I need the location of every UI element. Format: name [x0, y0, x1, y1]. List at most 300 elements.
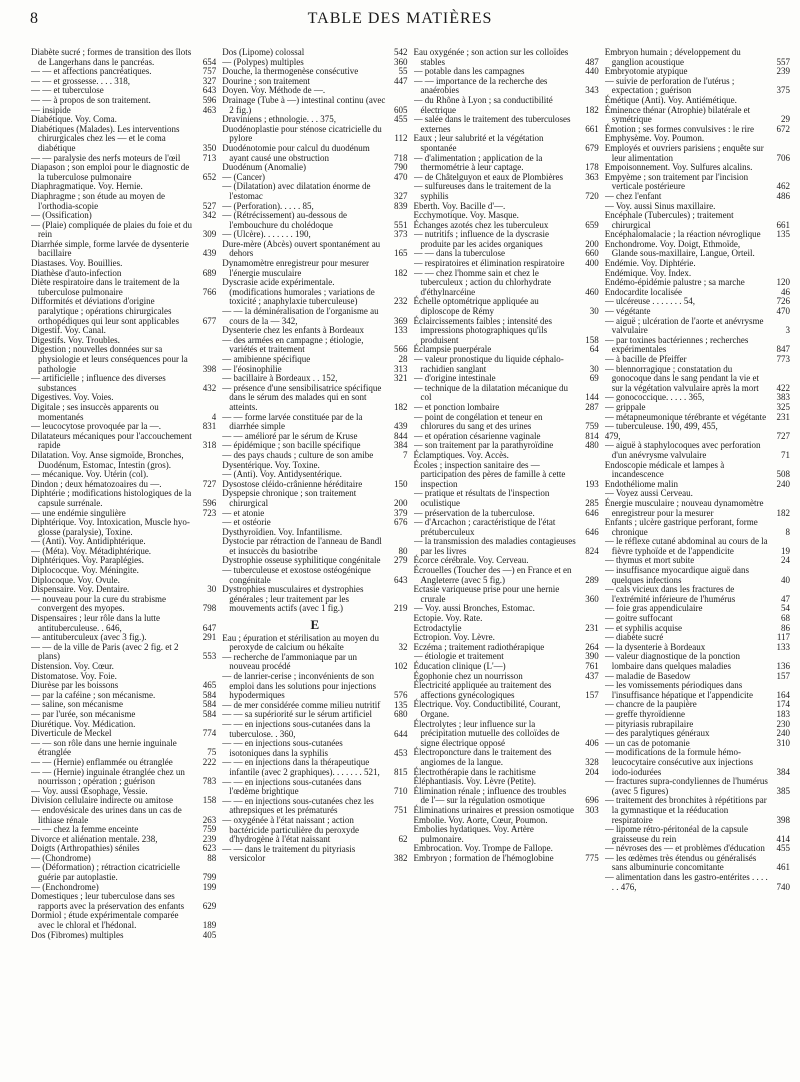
index-entry [414, 681, 599, 700]
entry-text: — névroses des — et problèmes d'éducation [604, 843, 765, 854]
index-entry [414, 700, 599, 719]
entry-text: Éclamptiques. Voy. Accès. [413, 449, 509, 460]
entry-page-number: 439 [202, 248, 217, 259]
entry-page-number: 385 [776, 785, 790, 796]
entry-text: — par la caféine ; son mécanisme. [31, 689, 156, 700]
entry-text: Dystrophies musculaires et dystrophies générales ; leur traitement par les mouvements actifs (avec 1 fig.) [222, 584, 364, 614]
entry-text: Endémo-épidémie palustre ; sa marche [604, 277, 745, 288]
entry-page-number: 135 [776, 229, 790, 240]
index-entry [31, 863, 216, 882]
entry-text: — grippale [604, 401, 646, 412]
entry-text: Employés et ouvriers parisiens ; enquête sur leur alimentation [604, 142, 764, 163]
entry-text: Embolies hydatiques. Voy. Artère pulmonaire. [413, 824, 534, 844]
entry-page-number: 761 [585, 661, 599, 671]
entry-text: — (Anti). Voy. Antidysentérique. [222, 469, 342, 480]
entry-text: Diurétique. Voy. Médication. [31, 718, 136, 729]
entry-text: — métapneumonique térébrante et végétante [604, 411, 767, 422]
index-entry [222, 797, 407, 816]
entry-text: — un cas de potomanie [604, 737, 690, 748]
entry-text: — Voy. aussi Sinus maxillaire. [604, 200, 716, 211]
index-entry [605, 825, 790, 844]
entry-page-number: 527 [202, 200, 217, 211]
entry-page-number: 726 [776, 296, 790, 307]
entry-text: Distension. Voy. Cœur. [31, 661, 114, 671]
entry-page-number: 439 [394, 421, 408, 432]
entry-text: Endémie. Voy. Diphtérie. [604, 258, 696, 269]
entry-page-number: 102 [394, 661, 408, 672]
entry-text: Éclaircissements faibles ; intensité des impressions photographiques qu'ils produisent [413, 315, 552, 345]
index-entry [414, 154, 599, 173]
index-entry [414, 787, 599, 806]
entry-page-number: 847 [776, 344, 790, 355]
index-entry [31, 739, 216, 758]
entry-text: Digestives. Voy. Voies. [31, 392, 114, 403]
index-entry [222, 211, 407, 230]
entry-page-number: 440 [585, 66, 599, 77]
entry-page-number: 3 [785, 325, 790, 336]
entry-page-number: 470 [776, 306, 790, 317]
entry-text: Embolie. Voy. Aorte, Cœur, Poumon. [413, 814, 548, 825]
index-entry [222, 720, 407, 739]
entry-text: Dilatation. Voy. Anse sigmoïde, Bronches, Duodénum, Estomac, Intestin (gros). [31, 449, 184, 470]
entry-page-number: 676 [394, 517, 408, 528]
entry-page-number: 291 [202, 632, 217, 643]
entry-text: Diplocoque. Voy. Ovule. [31, 574, 120, 585]
entry-text: Égophonie chez un nourrisson [413, 670, 523, 681]
entry-text: Domestiques ; leur tuberculose dans ses rapports avec la préservation des enfants [31, 891, 185, 911]
entry-page-number: 309 [202, 229, 217, 240]
entry-page-number: 231 [776, 411, 790, 422]
entry-page-number: 783 [202, 776, 217, 787]
entry-text: — alimentation dans les gastro-entérites . . . . . . 476, [604, 872, 768, 892]
entry-text: — maladie de Basedow [604, 670, 691, 681]
index-entry [605, 336, 790, 355]
entry-text: Encéphalomalacie ; la réaction névroglique [604, 229, 761, 240]
entry-text: — les œdèmes très étendus ou généralisés sans albuminurie concomitante [604, 852, 757, 873]
entry-text: Duodénoplastie pour sténose cicatricielle du pylore [222, 123, 382, 144]
entry-text: Électroponcture dans le traitement des angiomes de la langue. [413, 747, 552, 767]
entry-page-number: 460 [585, 286, 599, 297]
entry-text: Diplococque. Voy. Méningite. [31, 565, 139, 576]
index-entry [222, 96, 407, 115]
entry-page-number: 487 [585, 56, 599, 67]
entry-text: Eaux ; leur salubrité et la végétation spontanée [413, 133, 544, 153]
index-column-4 [605, 48, 790, 1078]
entry-page-number: 80 [398, 545, 408, 556]
entry-page-number: 643 [394, 574, 408, 585]
entry-text: — nouveau pour la cure du strabisme convergent des myopes. [31, 593, 166, 614]
entry-page-number: 384 [776, 766, 790, 777]
entry-page-number: 382 [394, 853, 408, 864]
entry-page-number: 62 [398, 834, 408, 845]
entry-text: — — (Hernie) inguinale étranglée chez un nourrisson ; opération ; guérison [31, 766, 185, 787]
entry-page-number: 773 [776, 354, 790, 364]
entry-page-number: 696 [585, 795, 599, 806]
entry-text: Empoisonnement. Voy. Sulfures alcalins. [604, 162, 753, 173]
entry-text: Diarrhée simple, forme larvée de dysenterie bacillaire [31, 238, 189, 259]
entry-text: — chez l'enfant [604, 190, 662, 201]
entry-text: — tuberculeuse. 190, 499, 455, [604, 421, 718, 432]
entry-text: — leucocytose provoquée par la —. [31, 421, 161, 432]
entry-text: — par l'urée, son mécanisme [31, 708, 136, 719]
entry-page-number: 40 [781, 574, 790, 585]
entry-text: Éducation clinique (L'—) [413, 661, 506, 671]
entry-text: Dysostose cléido-crânienne héréditaire [222, 478, 363, 489]
entry-page-number: 398 [776, 814, 790, 825]
entry-page-number: 88 [207, 852, 217, 863]
index-entry [222, 125, 407, 144]
entry-text: — étiologie et traitement [413, 651, 504, 662]
entry-text: — recherche de l'ammoniaque par un nouveau procédé [222, 651, 358, 672]
entry-page-number: 629 [202, 900, 217, 911]
entry-text: Dysentérique. Voy. Toxine. [222, 459, 320, 470]
entry-page-number: 706 [776, 152, 790, 163]
entry-text: Distomatose. Voy. Foie. [31, 670, 117, 681]
entry-page-number: 182 [585, 104, 599, 115]
entry-text: — et ponction lombaire [413, 401, 500, 412]
index-entry [605, 77, 790, 96]
page-title: TABLE DES MATIÈRES [307, 10, 493, 27]
entry-text: — — en injections sous-cutanées dans la tuberculose. . 360, [222, 718, 371, 739]
entry-page-number: 325 [776, 401, 790, 412]
entry-text: — lipome rétro-péritonéal de la capsule graisseuse du rein [604, 824, 748, 844]
index-entry [31, 192, 216, 211]
entry-text: Ectrodactylie [413, 622, 462, 633]
entry-page-number: 30 [207, 584, 217, 595]
entry-page-number: 766 [202, 286, 217, 297]
index-entry [222, 413, 407, 432]
entry-text: Endocardite localisée [604, 286, 682, 297]
entry-page-number: 660 [585, 248, 599, 259]
entry-page-number: 844 [394, 430, 408, 441]
entry-page-number: 774 [202, 728, 217, 739]
entry-text: — ulcéreuse . . . . . . . 54, [604, 296, 695, 307]
index-entry [605, 211, 790, 230]
entry-text: Écorce cérébrale. Voy. Cerveau. [413, 555, 529, 566]
entry-page-number: 183 [776, 708, 790, 719]
entry-page-number: 182 [394, 401, 408, 412]
entry-page-number: 447 [394, 75, 408, 86]
entry-page-number: 69 [589, 373, 599, 384]
entry-text: — insuffisance myocardique aiguë dans quelques infections [604, 565, 750, 585]
entry-text: — diabète sucré [604, 632, 664, 643]
index-entry [414, 413, 599, 432]
index-entry [31, 489, 216, 508]
entry-text: — de lanrier-cerise ; inconvénients de son emploi dans les solutions pour injections hypodermiques [222, 671, 376, 701]
entry-page-number: 68 [781, 613, 790, 624]
entry-text: — et ostéorie [222, 517, 271, 528]
entry-text: — de Châtelguyon et eaux de Plombières [413, 171, 563, 182]
entry-page-number: 508 [776, 469, 790, 480]
entry-page-number: 328 [585, 756, 599, 767]
index-entry [414, 489, 599, 508]
entry-page-number: 327 [202, 75, 217, 86]
entry-text: Électrique. Voy. Conductibilité, Courant, Organe. [413, 699, 561, 719]
entry-text: Enchondrome. Voy. Doigt, Ethmoïde, Glande sous-maxillaire, Langue, Orteil. [604, 238, 755, 259]
entry-page-number: 652 [202, 171, 217, 182]
entry-text: Empyème ; son traitement par l'incision verticale postérieure [604, 171, 749, 192]
entry-text: Endoscopie médicale et lampes à incandescence [604, 459, 725, 480]
index-entry [222, 778, 407, 797]
entry-page-number: 219 [394, 603, 408, 614]
index-entry [605, 422, 790, 432]
entry-text: — saline, son mécanisme [31, 699, 123, 710]
entry-page-number: 553 [202, 651, 217, 662]
entry-text: — point de congélation et teneur en chlorures du sang et des urines [413, 411, 543, 432]
entry-page-number: 661 [585, 123, 599, 134]
index-entry [31, 345, 216, 374]
entry-page-number: 230 [776, 718, 790, 729]
entry-text: — aiguë ; ulcération de l'aorte et anévrysme valvulaire [604, 315, 764, 336]
index-entry [31, 374, 216, 393]
index-entry [31, 432, 216, 451]
entry-text: Endothéliome malin [604, 478, 678, 489]
entry-page-number: 158 [202, 795, 217, 806]
entry-text: Échelle optométrique appliquée au diploscope de Rémy [413, 296, 539, 317]
entry-text: Émotion ; ses formes convulsives : le rire [604, 123, 754, 134]
entry-page-number: 279 [394, 555, 408, 566]
entry-text: — — son rôle dans une hernie inguinale étranglée [31, 737, 177, 758]
entry-page-number: 644 [394, 728, 408, 739]
index-entry [222, 240, 407, 259]
entry-page-number: 757 [202, 66, 217, 77]
entry-page-number: 133 [394, 325, 408, 336]
entry-text: — et syphilis acquise [604, 622, 682, 633]
entry-page-number: 204 [585, 766, 599, 777]
index-entry [31, 518, 216, 537]
entry-page-number: 815 [394, 766, 408, 777]
index-entry [414, 854, 599, 864]
entry-page-number: 584 [202, 689, 217, 700]
index-entry [222, 307, 407, 326]
index-entry [414, 317, 599, 346]
entry-text: — la transmission des maladies contagieuses par les livres [413, 536, 576, 556]
entry-page-number: 646 [585, 507, 599, 518]
entry-page-number: 566 [394, 344, 408, 355]
entry-text: Électrolytes ; leur influence sur la précipitation mutuelle des colloïdes de signe électrique opposé [413, 718, 560, 748]
entry-text: Divorce et aliénation mentale. 238, [31, 833, 158, 844]
entry-text: — valeur pronostique du liquide céphalo-rachidien sanglant [413, 354, 564, 374]
entry-page-number: 189 [202, 920, 217, 931]
index-entry [222, 585, 407, 614]
index-entry [31, 892, 216, 911]
entry-page-number: 584 [202, 708, 217, 719]
index-entry [222, 259, 407, 278]
index-entry [222, 278, 407, 307]
entry-text: Dyscrasie acide expérimentale. (modifications humorales ; variations de toxicité ; anaphylaxie tuberculeuse) [222, 277, 375, 307]
entry-page-number: 584 [202, 699, 217, 710]
index-entry [414, 537, 599, 556]
entry-text: — — forme larvée constituée par de la diarrhée simple [222, 411, 363, 432]
index-entry [31, 806, 216, 825]
entry-page-number: 30 [589, 363, 599, 374]
index-entry [605, 317, 790, 336]
index-entry [605, 441, 790, 460]
entry-page-number: 689 [202, 267, 217, 278]
entry-text: — d'Arcachon ; caractéristique de l'état prétuberculeux [413, 517, 556, 537]
entry-page-number: 313 [394, 363, 408, 374]
index-entry [222, 336, 407, 355]
entry-text: — — en injections sous-cutanées chez les athrepsiques et les prématurés [222, 795, 374, 816]
entry-page-number: 605 [394, 104, 408, 115]
entry-text: — — amélioré par le sérum de Kruse [222, 430, 358, 441]
entry-text: — valeur diagnostique de la ponction lombaire dans quelques maladies [604, 651, 740, 671]
entry-page-number: 178 [585, 162, 599, 173]
entry-page-number: 343 [585, 85, 599, 96]
entry-page-number: 379 [394, 507, 408, 518]
entry-page-number: 406 [585, 737, 599, 748]
entry-page-number: 643 [202, 85, 217, 96]
entry-text: — l'éosinophilie [222, 363, 282, 374]
entry-text: Ectasie variqueuse prise pour une hernie crurale [413, 584, 560, 604]
entry-text: — insipide [31, 104, 71, 115]
entry-text: — et opération césarienne vaginale [413, 430, 541, 441]
entry-text: Diapason ; son emploi pour le diagnostic de la tuberculose pulmonaire [31, 162, 190, 182]
entry-page-number: 390 [585, 651, 599, 662]
entry-page-number: 174 [776, 699, 790, 710]
entry-text: Douche, la thermogenèse consécutive [222, 66, 359, 77]
entry-page-number: 751 [394, 805, 408, 816]
entry-page-number: 144 [585, 392, 599, 403]
entry-page-number: 64 [589, 344, 599, 355]
entry-page-number: 232 [394, 296, 408, 307]
entry-page-number: 677 [202, 315, 217, 326]
index-entry [414, 461, 599, 490]
entry-text: Duodénum (Anomalie) [222, 162, 306, 173]
entry-text: Diastases. Voy. Bouillies. [31, 258, 123, 269]
entry-text: Doyen. Voy. Méthode de —. [222, 85, 326, 96]
entry-page-number: 596 [202, 94, 217, 105]
entry-text: — tuberculeuse et exostose ostéogénique congénitale [222, 565, 371, 585]
entry-page-number: 759 [202, 824, 217, 835]
entry-page-number: 133 [776, 641, 790, 652]
entry-text: Dourine ; son traitement [222, 75, 310, 86]
entry-text: Division cellulaire indirecte ou amitose [31, 795, 173, 806]
entry-page-number: 117 [776, 632, 790, 643]
entry-text: — son traitement par la parathyroïdine [413, 440, 554, 451]
entry-page-number: 158 [585, 334, 599, 345]
entry-page-number: 680 [394, 709, 408, 720]
entry-page-number: 239 [202, 833, 217, 844]
entry-page-number: 576 [394, 690, 408, 701]
entry-text: Éclampsie puerpérale [413, 344, 492, 355]
entry-text: Dure-mère (Abcès) ouvert spontanément au dehors [222, 238, 381, 259]
entry-page-number: 661 [776, 219, 790, 230]
entry-page-number: 24 [781, 555, 790, 566]
entry-page-number: 551 [394, 219, 408, 230]
entry-text: Diète respiratoire dans le traitement de la tuberculose pulmonaire [31, 277, 180, 297]
index-entry [222, 566, 407, 585]
entry-page-number: 135 [394, 699, 408, 710]
entry-page-number: 342 [202, 210, 217, 221]
entry-text: — — en injections sous-cutanées dans l'œdème brightique [222, 776, 362, 797]
entry-text: Eberth. Voy. Bacille d'—. [413, 200, 506, 211]
index-entry [31, 595, 216, 614]
index-entry [605, 173, 790, 192]
entry-text: — blennorragique ; constatation du gonocoque dans le sang pendant la vie et sur la végétation valvulaire après la mort [604, 363, 759, 393]
index-entry [414, 96, 599, 115]
index-entry [414, 134, 599, 153]
entry-page-number: 136 [776, 661, 790, 671]
entry-text: Embryon humain ; développement du ganglion acoustique [604, 48, 741, 67]
entry-page-number: 264 [585, 641, 599, 652]
entry-text: — potable dans les campagnes [413, 66, 525, 77]
entry-page-number: 321 [394, 373, 408, 384]
entry-text: Dysthyroïdien. Voy. Infantilisme. [222, 526, 343, 537]
entry-page-number: 182 [776, 507, 790, 518]
entry-text: — endovésicale des urines dans un cas de lithiase rénale [31, 804, 182, 825]
entry-page-number: 798 [202, 603, 217, 614]
entry-page-number: 799 [202, 872, 217, 883]
index-entry [605, 566, 790, 585]
index-entry [414, 566, 599, 585]
entry-text: — (Cancer) [222, 171, 265, 182]
index-entry [414, 748, 599, 767]
entry-text: — cals vicieux dans les fractures de l'extrémité inférieure de l'humérus [604, 584, 736, 604]
entry-text: — préservation de la tuberculose. [413, 507, 535, 518]
entry-page-number: 165 [394, 248, 408, 259]
entry-text: Dilatateurs mécaniques pour l'accouchement rapide [31, 430, 192, 451]
entry-text: Digestifs. Voy. Troubles. [31, 334, 120, 345]
entry-text: — sulfureuses dans le traitement de la syphilis [413, 181, 551, 201]
entry-text: Eczéma ; traitement radiothérapique [413, 641, 545, 652]
entry-text: Diabétique. Voy. Coma. [31, 114, 117, 125]
entry-text: Endémique. Voy. Index. [604, 267, 692, 278]
entry-page-number: 723 [202, 507, 217, 518]
entry-text: — (Déformation) ; rétraction cicatricielle guérie par autoplastie. [31, 862, 180, 883]
entry-text: Eau ; épuration et stérilisation au moyen du peroxyde de calcium ou hékaïte [222, 632, 379, 653]
entry-page-number: 240 [776, 478, 790, 489]
entry-text: — (Polypes) multiples [222, 56, 304, 67]
entry-text: — oxygénée à l'état naissant ; action bactéricide particulière du peroxyde d'hydrogène à l'état naissant [222, 814, 359, 845]
entry-text: — — (Hernie) enflammée ou étranglée [31, 756, 173, 767]
entry-text: Diabétiques (Malades). Les interventions chirurgicales chez les — et le coma diabétique [31, 123, 180, 153]
entry-text: Digestif. Voy. Canal. [31, 325, 106, 336]
entry-page-number: 470 [394, 171, 408, 182]
entry-text: — (Plaie) compliquée de plaies du foie et du rein [31, 219, 192, 240]
entry-page-number: 318 [202, 440, 217, 451]
entry-page-number: 646 [585, 526, 599, 537]
entry-text: — de mer considérée comme milieu nutritif [222, 699, 381, 710]
entry-text: Dystocie par rétraction de l'anneau de Bandl et insuccès du basiotribe [222, 536, 382, 556]
index-entry [414, 384, 599, 403]
entry-page-number: 727 [202, 478, 217, 489]
entry-page-number: 4 [211, 411, 217, 422]
entry-page-number: 463 [202, 104, 217, 115]
entry-text: 479, [604, 430, 621, 441]
entry-text: — — dans la tuberculose [413, 248, 505, 259]
entry-page-number: 29 [781, 114, 790, 125]
entry-page-number: 222 [202, 756, 217, 767]
index-entry [605, 48, 790, 67]
entry-page-number: 623 [202, 843, 217, 854]
entry-page-number: 596 [202, 497, 217, 508]
entry-page-number: 30 [589, 306, 599, 317]
entry-page-number: 75 [207, 747, 217, 758]
entry-page-number: 120 [776, 277, 790, 288]
entry-text: — (Enchondrome) [31, 881, 99, 892]
entry-page-number: 375 [776, 85, 790, 96]
entry-page-number: 437 [585, 670, 599, 681]
entry-page-number: 303 [585, 804, 599, 815]
index-entry [31, 125, 216, 154]
entry-text: — aiguë à staphylocoques avec perforation d'un anévrysme valvulaire [604, 440, 761, 460]
entry-text: — antituberculeux (avec 3 fig.). [31, 632, 147, 643]
index-entry [605, 585, 790, 604]
entry-text: — — importance de la recherche des anaérobies [413, 75, 548, 96]
entry-text: — (Perforation). . . . . 85, [222, 200, 314, 211]
entry-page-number: 263 [202, 814, 217, 825]
